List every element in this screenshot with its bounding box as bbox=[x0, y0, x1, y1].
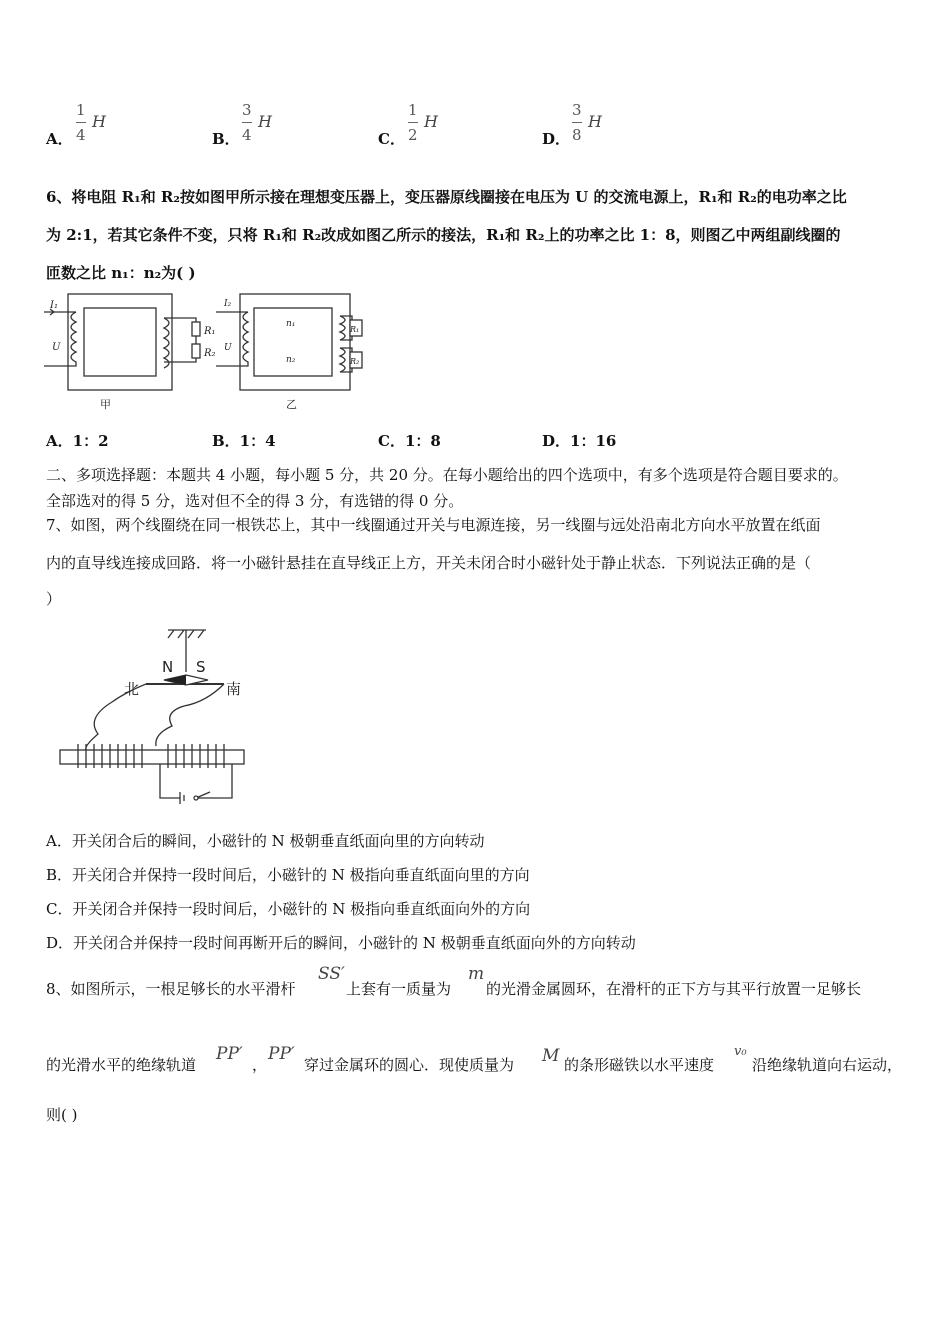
q5-option-b-fraction bbox=[242, 100, 252, 145]
q5-option-c-var: H bbox=[424, 112, 438, 131]
numerator: 1 bbox=[76, 101, 86, 119]
q8-sym-m: m bbox=[468, 964, 485, 984]
q5-option-d-label: D． bbox=[542, 130, 571, 148]
label-r2-yi: R₂ bbox=[350, 357, 360, 366]
q8-line-2a: 的光滑水平的绝缘轨道 bbox=[46, 1056, 197, 1074]
figure-yi bbox=[216, 294, 362, 390]
q7-option-a: A．开关闭合后的瞬间，小磁针的 N 极朝垂直纸面向里的方向转动 bbox=[46, 832, 485, 850]
q6-line-3: 匝数之比 n₁：n₂为( ) bbox=[46, 264, 196, 282]
q5-option-c-label: C． bbox=[378, 130, 405, 148]
label-n2: n₂ bbox=[286, 355, 296, 365]
q5-option-a-var: H bbox=[92, 112, 106, 131]
label-north: 北 bbox=[124, 680, 140, 698]
q7-option-c: C．开关闭合并保持一段时间后，小磁针的 N 极指向垂直纸面向外的方向 bbox=[46, 900, 531, 918]
battery-icon bbox=[180, 792, 184, 804]
q5-option-b-label: B． bbox=[212, 130, 240, 148]
ceiling-hatch bbox=[168, 630, 206, 638]
label-n1: n₁ bbox=[286, 319, 296, 329]
denominator: 4 bbox=[76, 126, 86, 144]
label-r1-yi: R₁ bbox=[350, 325, 360, 334]
label-r2-jia: R₂ bbox=[204, 348, 216, 359]
label-u-yi: U bbox=[224, 343, 232, 353]
resistor-r1-jia bbox=[192, 322, 200, 336]
secondary-coil-jia bbox=[164, 318, 196, 368]
q6-line-1: 6、将电阻 R₁和 R₂按如图甲所示接在理想变压器上，变压器原线圈接在电压为 U 的交流电源上，R₁和 R₂的电功率之比 bbox=[46, 188, 847, 206]
q6-line-2: 为 2:1，若其它条件不变，只将 R₁和 R₂改成如图乙所示的接法，R₁和 R₂上的功率之比 1：8，则图乙中两组副线圈的 bbox=[46, 226, 841, 244]
q8-sym-M: M bbox=[542, 1046, 560, 1066]
figure-label-jia: 甲 bbox=[100, 398, 111, 411]
coil-compass-diagram bbox=[56, 622, 252, 806]
numerator: 3 bbox=[242, 101, 252, 119]
label-i2: I₂ bbox=[224, 299, 232, 309]
label-u-jia: U bbox=[52, 342, 61, 353]
q7-option-d: D．开关闭合并保持一段时间再断开后的瞬间，小磁针的 N 极朝垂直纸面向外的方向转动 bbox=[46, 934, 636, 952]
q6-option-a: A．1：2 bbox=[46, 432, 109, 450]
primary-coil-jia bbox=[44, 312, 76, 366]
resistor-r2-jia bbox=[192, 344, 200, 358]
lead-wire-south bbox=[156, 684, 224, 746]
label-i1: I₁ bbox=[50, 300, 58, 311]
battery-circuit bbox=[160, 764, 232, 798]
q8-line-1b: 上套有一质量为 bbox=[346, 980, 452, 998]
figure-jia bbox=[44, 294, 200, 390]
label-s: S bbox=[196, 658, 206, 676]
section2-line-2: 全部选对的得 5 分，选对但不全的得 3 分，有选错的得 0 分。 bbox=[46, 492, 464, 510]
numerator: 3 bbox=[572, 101, 582, 119]
q5-option-b-var: H bbox=[258, 112, 272, 131]
q5-option-c-fraction bbox=[408, 100, 418, 145]
q8-line-2e: 沿绝缘轨道向右运动， bbox=[752, 1056, 903, 1074]
q8-sym-pp-1: PP′ bbox=[216, 1044, 243, 1064]
q8-line-2b: ， bbox=[252, 1056, 268, 1074]
q5-option-a-label: A． bbox=[46, 130, 73, 148]
q5-option-d-fraction bbox=[572, 100, 582, 145]
q8-line-2c: 穿过金属环的圆心．现使质量为 bbox=[304, 1056, 515, 1074]
q7-option-b: B．开关闭合并保持一段时间后，小磁针的 N 极指向垂直纸面向里的方向 bbox=[46, 866, 530, 884]
label-south: 南 bbox=[226, 680, 242, 698]
q6-option-c: C．1：8 bbox=[378, 432, 441, 450]
figure-label-yi: 乙 bbox=[286, 398, 297, 411]
q6-option-d: D．1：16 bbox=[542, 432, 617, 450]
q8-sym-ss: SS′ bbox=[318, 964, 345, 984]
q8-sym-v0: v₀ bbox=[734, 1044, 747, 1059]
numerator: 1 bbox=[408, 101, 418, 119]
section2-line-1: 二、多项选择题：本题共 4 小题，每小题 5 分，共 20 分。在每小题给出的四个选项中，有多个选项是符合题目要求的。 bbox=[46, 466, 848, 484]
q8-line-2d: 的条形磁铁以水平速度 bbox=[564, 1056, 715, 1074]
q7-line-3: ） bbox=[46, 590, 62, 608]
q8-sym-pp-2: PP′ bbox=[268, 1044, 295, 1064]
q7-line-1: 7、如图，两个线圈绕在同一根铁芯上，其中一线圈通过开关与电源连接，另一线圈与远处沿南北方向水平放置在纸面 bbox=[46, 516, 821, 534]
label-r1-jia: R₁ bbox=[204, 326, 216, 337]
core-jia-inner bbox=[84, 308, 156, 376]
q5-option-d-var: H bbox=[588, 112, 602, 131]
q6-option-b: B．1：4 bbox=[212, 432, 276, 450]
q7-line-2: 内的直导线连接成回路．将一小磁针悬挂在直导线正上方，开关未闭合时小磁针处于静止状态．下列说法正确的是（ bbox=[46, 554, 812, 572]
switch-pivot bbox=[194, 796, 198, 800]
denominator: 2 bbox=[408, 126, 418, 144]
label-n: N bbox=[162, 658, 174, 676]
q8-line-1c: 的光滑金属圆环，在滑杆的正下方与其平行放置一足够长 bbox=[486, 980, 862, 998]
q8-line-1a: 8、如图所示，一根足够长的水平滑杆 bbox=[46, 980, 296, 998]
denominator: 8 bbox=[572, 126, 582, 144]
q5-option-a-fraction bbox=[76, 100, 86, 145]
denominator: 4 bbox=[242, 126, 252, 144]
q8-line-3: 则( ) bbox=[46, 1106, 78, 1124]
primary-coil-yi bbox=[216, 312, 248, 366]
transformer-diagrams bbox=[44, 292, 374, 414]
